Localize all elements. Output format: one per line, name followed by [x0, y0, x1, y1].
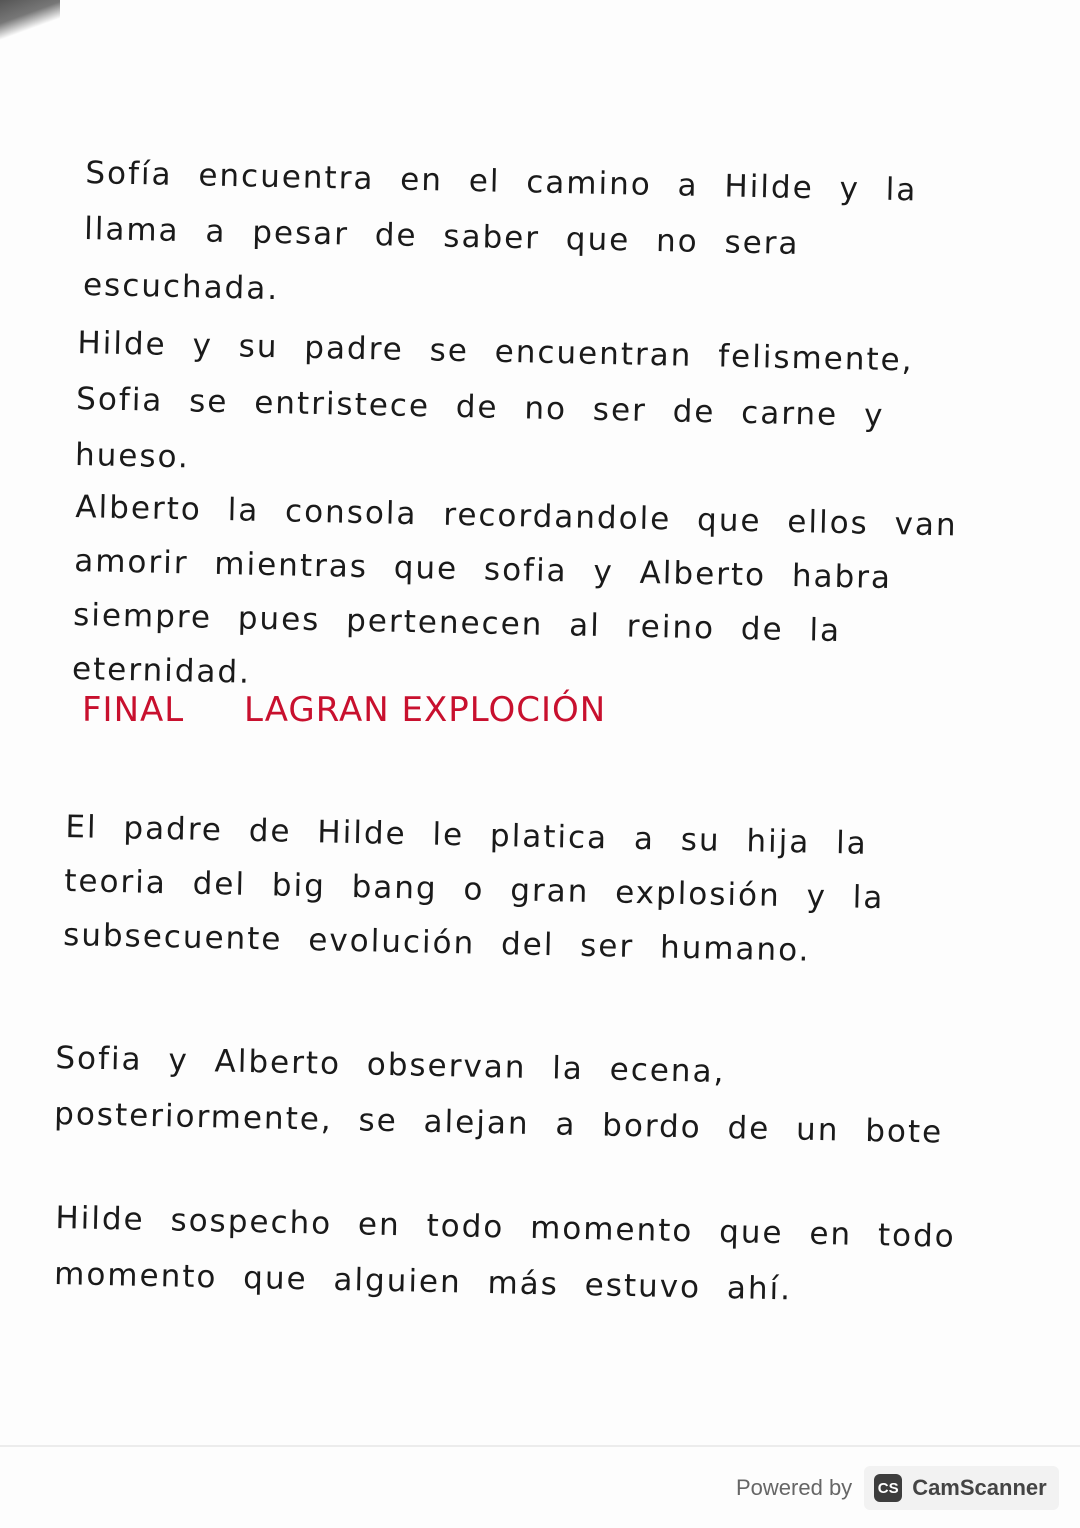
paragraph-3: Alberto la consola recordandole que ellos van amorir mientras que sofia y Alberto habra siempre pues pertenecen al reino de la eternidad.: [71, 488, 958, 691]
camscanner-badge: [864, 1466, 1059, 1510]
paragraph-2: Hilde y su padre se encuentran felismente, Sofia se entristece de no ser de carne y hueso.: [74, 324, 914, 476]
paper-edge: [0, 1445, 1080, 1447]
page-corner-shadow: [0, 0, 60, 45]
heading-title: LAGRAN EXPLOCIÓN: [244, 690, 607, 730]
section-heading: [82, 690, 606, 730]
paragraph-5: Sofia y Alberto observan la ecena, posteriormente, se alejan a bordo de un bote: [53, 1039, 944, 1151]
powered-by-label: Powered by: [736, 1475, 853, 1500]
heading-final: FINAL: [82, 690, 185, 730]
camscanner-watermark: [736, 1466, 1059, 1510]
camscanner-logo-icon: CS: [874, 1474, 902, 1502]
paragraph-1: Sofía encuentra en el camino a Hilde y la llama a pesar de saber que no sera escuchada.: [82, 154, 918, 308]
camscanner-brand-name: CamScanner: [912, 1475, 1047, 1500]
paragraph-4: El padre de Hilde le platica a su hija la teoria del big bang o gran explosión y la subsecuente evolución del ser humano.: [62, 808, 885, 969]
paragraph-6: Hilde sospecho en todo momento que en todo momento que alguien más estuvo ahí.: [53, 1199, 957, 1308]
